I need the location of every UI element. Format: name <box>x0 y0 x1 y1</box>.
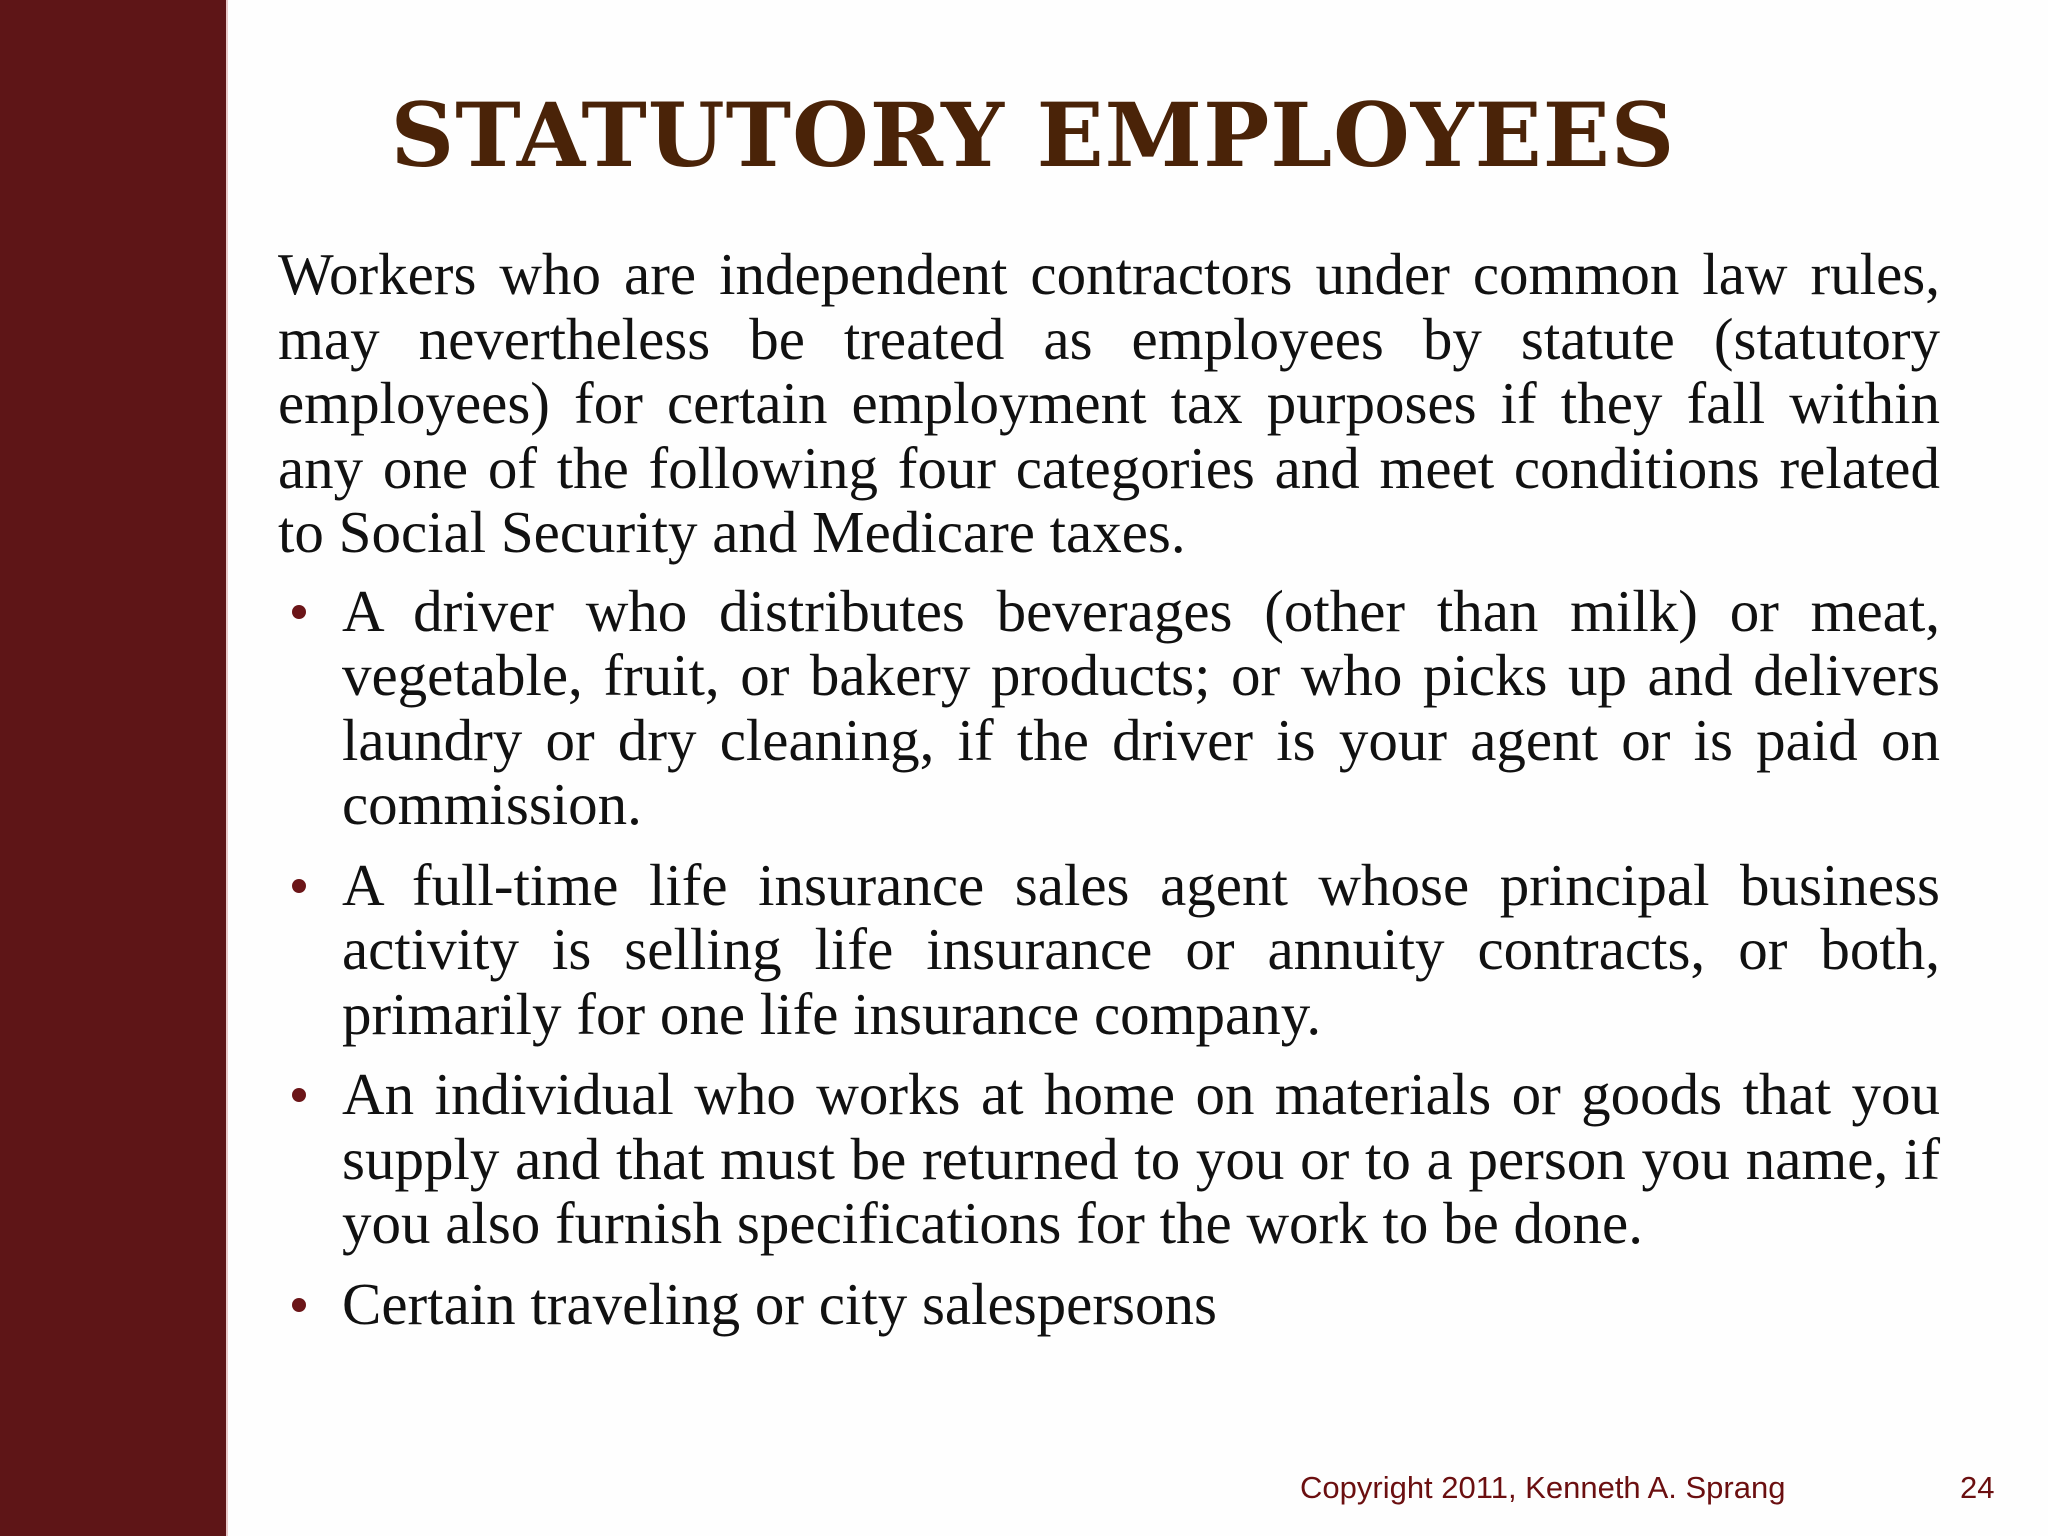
slide-content <box>278 242 1940 1352</box>
bullet-text: Certain traveling or city salespersons <box>342 1270 1217 1337</box>
bullet-text: An individual who works at home on materials or goods that you supply and that must be returned to you or to a person you name, if you also furnish specifications for the work to be done. <box>342 1061 1940 1256</box>
bullet-dot-icon <box>292 605 306 619</box>
bullet-dot-icon <box>292 1088 306 1102</box>
bullet-item-driver <box>278 579 1940 837</box>
bullet-list <box>278 579 1940 1337</box>
page-number: 24 <box>1960 1470 1995 1505</box>
sidebar-accent-bar <box>0 0 226 1536</box>
bullet-text: A driver who distributes beverages (other than milk) or meat, vegetable, fruit, or bakery products; or who picks up and delivers laundry or dry cleaning, if the driver is your agent or is paid on commission. <box>342 577 1940 837</box>
sidebar-edge-line <box>226 0 228 1536</box>
bullet-item-insurance-agent <box>278 853 1940 1047</box>
bullet-item-salespersons <box>278 1272 1940 1337</box>
slide-title: STATUTORY EMPLOYEES <box>390 83 1676 187</box>
bullet-dot-icon <box>292 1298 306 1312</box>
footer-copyright: Copyright 2011, Kenneth A. Sprang <box>1300 1470 1786 1505</box>
bullet-dot-icon <box>292 879 306 893</box>
bullet-text: A full-time life insurance sales agent whose principal business activity is selling life insurance or annuity contracts, or both, primarily for one life insurance company. <box>342 851 1940 1047</box>
intro-paragraph: Workers who are independent contractors under common law rules, may nevertheless be treated as employees by statute (statutory employees) for certain employment tax purposes if they fall within any one of the following four categories and meet conditions related to Social Security and Medicare taxes. <box>278 241 1940 565</box>
bullet-item-home-worker <box>278 1062 1940 1256</box>
